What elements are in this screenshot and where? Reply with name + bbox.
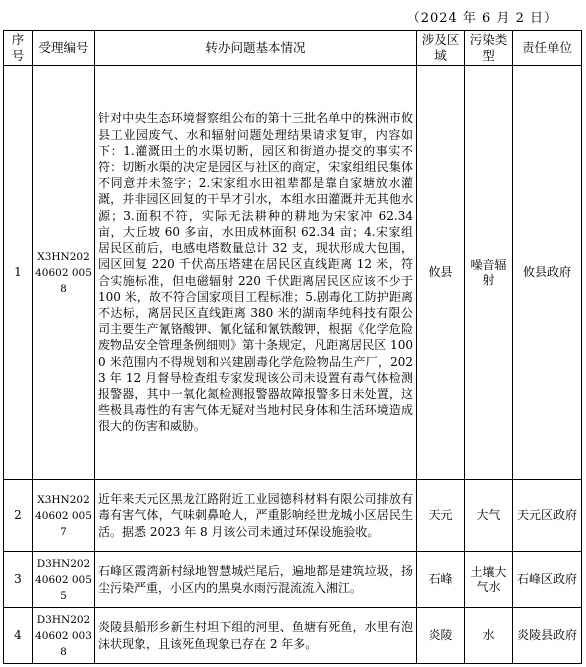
row-type: 大气 (465, 480, 513, 552)
row-type: 水 (465, 608, 513, 664)
table-row (4, 66, 582, 480)
row-type: 土壤大气水 (465, 552, 513, 608)
report-date: （2024 年 6 月 2 日） (406, 11, 558, 26)
row-region: 天元 (417, 480, 465, 552)
row-seq: 1 (4, 66, 33, 480)
table-row (4, 552, 582, 608)
row-desc: 针对中央生态环境督察组公布的第十三批名单中的株洲市攸县工业园废气、水和辐射问题处理结果请求复审，内容如下：1.灌溉田土的水渠切断，园区和街道办提交的事实不符：切断水渠的决定是园区与社区的商定，宋家组组民集体不同意并未签字；2.宋家组水田祖辈都是靠自家塘放水灌溉，并非园区回复的干旱才引水，本组水田灌溉并无其他水源；3.面积不符，实际无法耕种的耕地为宋家冲 62.34 亩，大丘坡 60 多亩，水田成林面积 62.34 亩；4.宋家组居民区前后，电感电塔数量总计 32 支，现状形成大包围，园区回复 220 千伏高压塔建在居民区直线距离 12 米，符合实施标准，但电磁辐射 220 千伏距离居民区应该不少于 100 米，故不符合国家项目工程标准；5.剧毒化工防护距离不达标，离居民区直线距离 380 米的湖南华纯科技有限公司主要生产氰铬酸钾、氰化锰和氰铁酸钾，根据《化学危险废物品安全管理条例细则》第十条规定，凡距离居民区 1000 米范围内不得规划和兴建剧毒化学危险物品生产厂，2023 年 12 月督导检查组专家发现该公司未设置有毒气体检测报警器，其中一氧化氮检测报警器故障报警多日未处置，这些极具毒性的有害气体无疑对当地村民身体和生活环境造成很大的伤害和威胁。 (95, 66, 417, 480)
row-unit: 炎陵县政府 (513, 608, 582, 664)
row-id: D3HN20240602 0038 (33, 608, 95, 664)
row-unit: 石峰区政府 (513, 552, 582, 608)
row-desc: 近年来天元区黑龙江路附近工业园德科材料有限公司排放有毒有害气体，气味刺鼻呛人，严重影响经世龙城小区居民生活。据悉 2023 年 8 月该公司未通过环保设施验收。 (95, 480, 417, 552)
table-header-row (4, 31, 582, 66)
row-id: X3HN20240602 0057 (33, 480, 95, 552)
table-row (4, 480, 582, 552)
row-desc: 炎陵县船形乡新生村坦下组的河里、鱼塘有死鱼，水里有泡沫状现象，且该死鱼现象已存在 2 年多。 (95, 608, 417, 664)
header-type: 污染类型 (465, 31, 513, 66)
row-seq: 2 (4, 480, 33, 552)
row-region: 石峰 (417, 552, 465, 608)
header-region: 涉及区域 (417, 31, 465, 66)
row-unit: 攸县政府 (513, 66, 582, 480)
row-desc: 石峰区霞湾新村绿地智慧城烂尾后，遍地都是建筑垃圾，扬尘污染严重，小区内的黑臭水雨污混流流入湘江。 (95, 552, 417, 608)
row-unit: 天元区政府 (513, 480, 582, 552)
header-id: 受理编号 (33, 31, 95, 66)
row-type: 噪音辐射 (465, 66, 513, 480)
complaint-table (3, 30, 582, 664)
header-unit: 责任单位 (513, 31, 582, 66)
row-region: 炎陵 (417, 608, 465, 664)
header-desc: 转办问题基本情况 (95, 31, 417, 66)
row-id: X3HN20240602 0058 (33, 66, 95, 480)
row-seq: 3 (4, 552, 33, 608)
table-row (4, 608, 582, 664)
row-region: 攸县 (417, 66, 465, 480)
row-seq: 4 (4, 608, 33, 664)
row-id: D3HN20240602 0055 (33, 552, 95, 608)
header-seq: 序号 (4, 31, 33, 66)
